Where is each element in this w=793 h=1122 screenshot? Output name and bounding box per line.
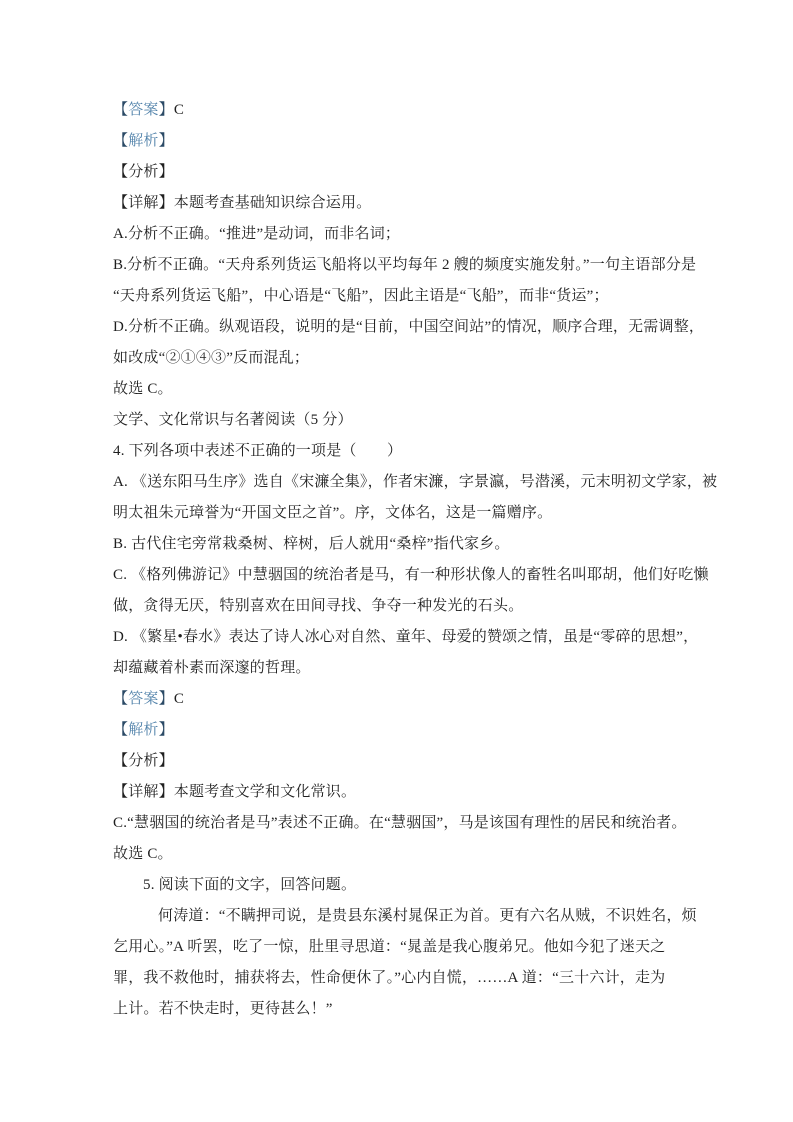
text-line xyxy=(113,188,685,219)
text-line xyxy=(113,343,685,374)
text-line xyxy=(113,250,697,281)
text-segment: 明太祖朱元璋誉为“开国文臣之首”。序，文体名，这是一篇赠序。 xyxy=(113,505,553,521)
label-bracket: 】 xyxy=(158,102,174,118)
text-segment: 【分析】 xyxy=(113,753,174,769)
text-line xyxy=(113,219,685,250)
text-segment: 上计。若不快走时，更待甚么！” xyxy=(113,1001,333,1017)
text-line xyxy=(113,126,685,157)
text-line xyxy=(113,777,685,808)
text-line xyxy=(113,808,685,839)
label-bracket: 【 xyxy=(113,722,129,738)
text-segment: D. 《繁星•春水》表达了诗人冰心对自然、童年、母爱的赞颂之情，虽是“零碎的思想”， xyxy=(113,629,699,645)
text-line xyxy=(113,622,699,653)
text-segment: 故选 C。 xyxy=(113,846,173,862)
label-bracket: 】 xyxy=(158,691,174,707)
text-segment: B.分析不正确。“天舟系列货运飞船将以平均每年 2 艘的频度实施发射。”一句主语部分是 xyxy=(113,257,697,273)
label-bracket: 】 xyxy=(158,722,174,738)
label-bracket: 】 xyxy=(158,133,174,149)
text-line xyxy=(113,157,685,188)
text-segment: A.分析不正确。“推进”是动词，而非名词； xyxy=(113,226,401,242)
text-line xyxy=(113,963,685,994)
text-segment: 5. 阅读下面的文字，回答问题。 xyxy=(143,877,357,893)
text-segment: 何涛道：“不瞒押司说，是贵县东溪村晁保正为首。更有六名从贼，不识姓名，烦 xyxy=(158,908,697,924)
text-line xyxy=(113,653,685,684)
text-segment: 如改成“②①④③”反而混乱； xyxy=(113,350,310,366)
text-line xyxy=(113,746,685,777)
text-segment: 乞用心。”A 听罢，吃了一惊，肚里寻思道：“晁盖是我心腹弟兄。他如今犯了迷天之 xyxy=(113,939,666,955)
text-line xyxy=(113,591,685,622)
text-segment: 【详解】本题考查文学和文化常识。 xyxy=(113,784,357,800)
text-line xyxy=(113,994,685,1025)
text-line xyxy=(113,498,685,529)
section-label: 解析 xyxy=(128,722,159,738)
text-line xyxy=(113,436,685,467)
text-line xyxy=(113,901,697,932)
text-segment: 4. 下列各项中表述不正确的一项是（ ） xyxy=(113,443,403,459)
text-line xyxy=(113,281,685,312)
text-line xyxy=(113,374,685,405)
text-segment: 罪，我不救他时，捕获将去，性命便休了。”心内自慌，……A 道：“三十六计，走为 xyxy=(113,970,666,986)
text-segment: A. 《送东阳马生序》选自《宋濂全集》，作者宋濂，字景瀛，号潜溪，元末明初文学家，被 xyxy=(113,474,718,490)
text-segment: 做，贪得无厌，特别喜欢在田间寻找、争夺一种发光的石头。 xyxy=(113,598,524,614)
text-line xyxy=(113,870,685,901)
text-segment: 【分析】 xyxy=(113,164,174,180)
text-line xyxy=(113,560,709,591)
text-segment: C xyxy=(173,102,185,118)
text-line xyxy=(113,932,685,963)
text-segment: B. 古代住宅旁常栽桑树、梓树，后人就用“桑梓”指代家乡。 xyxy=(113,536,510,552)
text-segment: 【详解】本题考查基础知识综合运用。 xyxy=(113,195,372,211)
text-line xyxy=(113,839,685,870)
text-segment: 故选 C。 xyxy=(113,381,173,397)
label-bracket: 【 xyxy=(113,102,129,118)
text-segment: C. 《格列佛游记》中慧骃国的统治者是马，有一种形状像人的畜牲名叫耶胡，他们好吃懒 xyxy=(113,567,709,583)
label-bracket: 【 xyxy=(113,133,129,149)
label-bracket: 【 xyxy=(113,691,129,707)
document-body xyxy=(113,95,718,1025)
text-line xyxy=(113,405,685,436)
text-segment: C xyxy=(173,691,185,707)
text-segment: 却蕴藏着朴素而深邃的哲理。 xyxy=(113,660,311,676)
section-label: 答案 xyxy=(128,102,159,118)
text-segment: “天舟系列货运飞船”，中心语是“飞船”，因此主语是“飞船”，而非“货运”； xyxy=(113,288,609,304)
text-segment: C.“慧骃国的统治者是马”表述不正确。在“慧骃国”，马是该国有理性的居民和统治者。 xyxy=(113,815,687,831)
text-segment: D.分析不正确。纵观语段，说明的是“目前，中国空间站”的情况，顺序合理，无需调整， xyxy=(113,319,705,335)
text-line xyxy=(113,715,685,746)
text-segment: 文学、文化常识与名著阅读（5 分） xyxy=(113,412,353,428)
text-line xyxy=(113,529,685,560)
text-line xyxy=(113,95,685,126)
text-line xyxy=(113,467,718,498)
section-label: 答案 xyxy=(128,691,159,707)
section-label: 解析 xyxy=(128,133,159,149)
text-line xyxy=(113,312,705,343)
text-line xyxy=(113,684,685,715)
